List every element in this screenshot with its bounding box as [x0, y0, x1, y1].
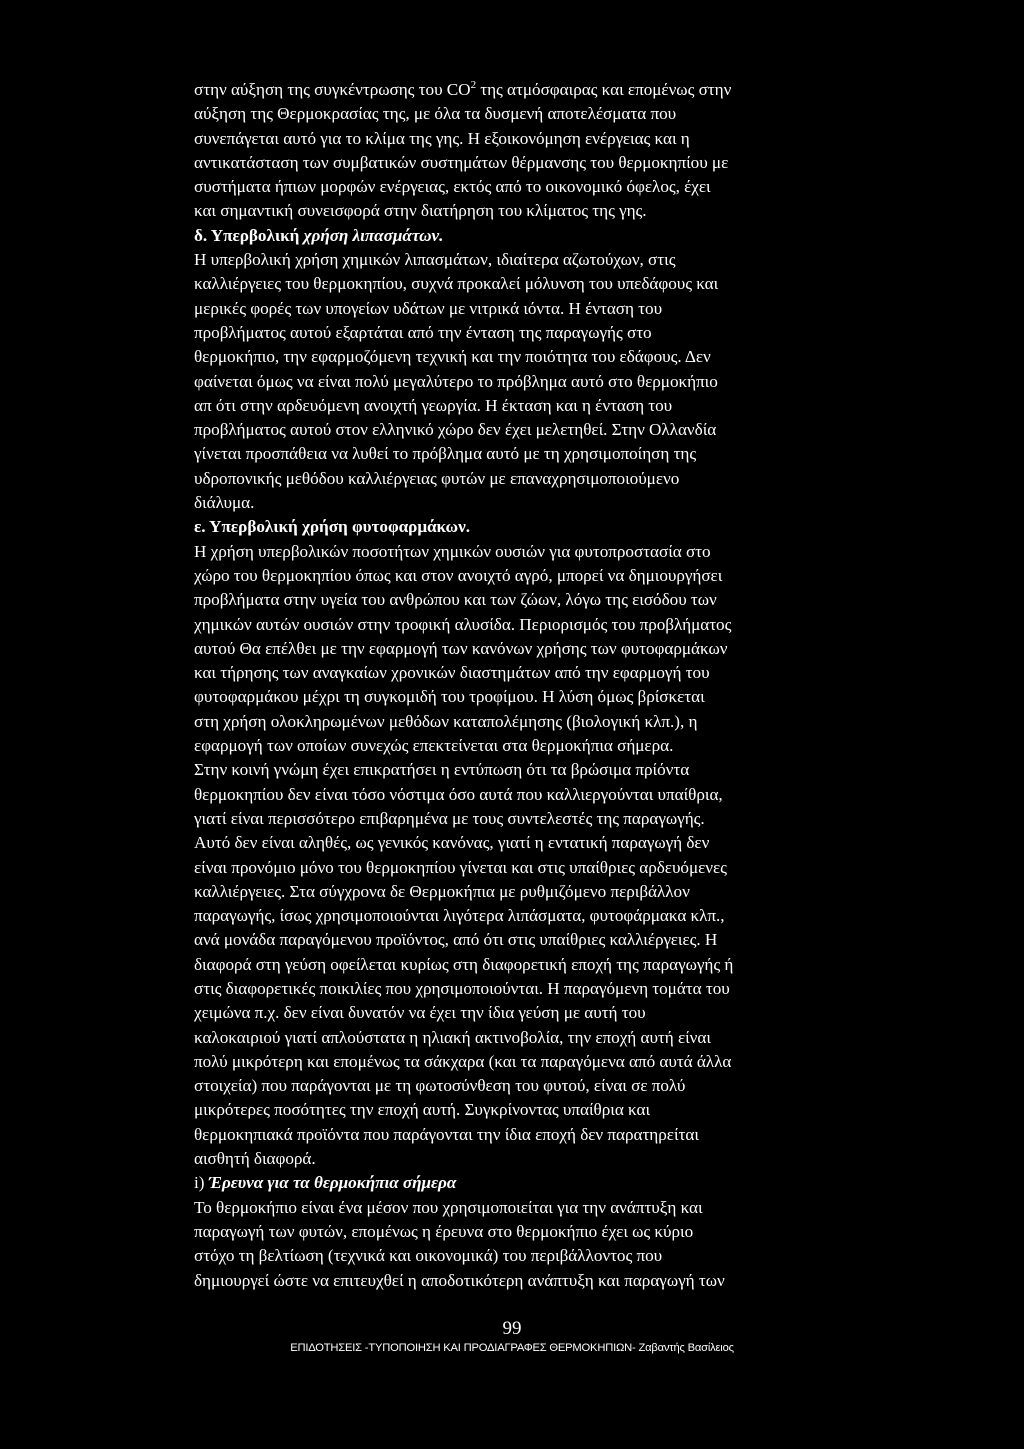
- section-heading-e: ε. Υπερβολική χρήση φυτοφαρμάκων.: [194, 517, 470, 537]
- text-line: είναι προνόμιο μόνο του θερμοκηπίου γίνεται και στις υπαίθριες αρδευόμενες: [194, 857, 727, 877]
- text-line: παραγωγή των φυτών, επομένως η έρευνα στο θερμοκήπιο έχει ως κύριο: [194, 1221, 694, 1241]
- subscript-superscript-2: 2: [470, 79, 477, 91]
- text-line: ανά μονάδα παραγόμενου προϊόντος, από ότι στις υπαίθριες καλλιέργειες. Η: [194, 930, 718, 950]
- text-line: καλλιέργειες του θερμοκηπίου, συχνά προκαλεί μόλυνση του υπεδάφους και: [194, 274, 719, 294]
- text-line: προβλήματος αυτού στον ελληνικό χώρο δεν έχει μελετηθεί. Στην Ολλανδία: [194, 420, 717, 440]
- text-line: θερμοκήπιο, την εφαρμοζόμενη τεχνική και την ποιότητα του εδάφους. Δεν: [194, 347, 711, 367]
- section-i-paragraph: [194, 1196, 884, 1293]
- heading-label: δ. Υπερβολική: [194, 225, 304, 245]
- section-heading-i: [194, 1171, 884, 1195]
- text-line: υδροπονικής μεθόδου καλλιέργειας φυτών με επαναχρησιμοποιούμενο: [194, 468, 680, 488]
- document-body: [194, 78, 884, 1293]
- text-line: προβλήματος αυτού εξαρτάται από την ένταση της παραγωγής στο: [194, 322, 652, 342]
- text-line: χημικών αυτών ουσιών στην τροφική αλυσίδα. Περιορισμός του προβλήματος: [194, 614, 732, 634]
- text-line: συστήματα ήπιων μορφών ενέργειας, εκτός από το οικονομικό όφελος, έχει: [194, 177, 711, 197]
- text-line: μερικές φορές των υπογείων υδάτων με νιτρικά ιόντα. Η ένταση του: [194, 298, 663, 318]
- text-line: [194, 78, 884, 102]
- heading-label: i): [194, 1173, 209, 1193]
- text-line: καλλιέργειες. Στα σύγχρονα δε Θερμοκήπια με ρυθμιζόμενο περιβάλλον: [194, 881, 690, 901]
- page-number: 99: [502, 1318, 522, 1339]
- text-line: διαφορά στη γεύση οφείλεται κυρίως στη διαφορετική εποχή της παραγωγής ή: [194, 954, 734, 974]
- text-line: αντικατάσταση των συμβατικών συστημάτων θέρμανσης του θερμοκηπίου με: [194, 152, 729, 172]
- text-line: Αυτό δεν είναι αληθές, ως γενικός κανόνας, γιατί η εντατική παραγωγή δεν: [194, 833, 710, 853]
- text-line-start: στην αύξηση της συγκέντρωσης του CO: [194, 80, 471, 99]
- section-e-paragraph: [194, 540, 884, 1172]
- running-footer: ΕΠΙΔΟΤΗΣΕΙΣ -ΤΥΠΟΠΟΙΗΣΗ ΚΑΙ ΠΡΟΔΙΑΓΡΑΦΕΣ ΘΕΡΜΟΚΗΠΙΩΝ- Ζαβαντής Βασίλειος: [290, 1342, 734, 1354]
- text-line: απ ότι στην αρδευόμενη ανοιχτή γεωργία. Η έκταση και η ένταση του: [194, 395, 673, 415]
- text-line: και σημαντική συνεισφορά στην διατήρηση του κλίματος της γης.: [194, 201, 647, 221]
- heading-italic: Έρευνα για τα θερμοκήπια σήμερα: [208, 1173, 457, 1193]
- text-line: διάλυμα.: [194, 493, 255, 513]
- heading-italic: χρήση λιπασμάτων.: [303, 225, 444, 245]
- text-line: προβλήματα στην υγεία του ανθρώπου και των ζώων, λόγω της εισόδου των: [194, 590, 717, 610]
- text-line: χειμώνα π.χ. δεν είναι δυνατόν να έχει την ίδια γεύση με αυτή του: [194, 1003, 646, 1023]
- text-line: αύξηση της Θερμοκρασίας της, με όλα τα δυσμενή αποτελέσματα που: [194, 104, 677, 124]
- text-line: αυτού Θα επέλθει με την εφαρμογή των κανόνων χρήσης των φυτοφαρμάκων: [194, 638, 728, 658]
- section-d-paragraph: [194, 248, 884, 515]
- text-line: και τήρησης των αναγκαίων χρονικών διαστημάτων από την εφαρμογή του: [194, 663, 710, 683]
- text-line: πολύ μικρότερη και επομένως τα σάκχαρα (και τα παραγόμενα από αυτά άλλα: [194, 1051, 732, 1071]
- text-line: στη χρήση ολοκληρωμένων μεθόδων καταπολέμησης (βιολογική κλπ.), η: [194, 711, 698, 731]
- text-line: δημιουργεί ώστε να επιτευχθεί η αποδοτικότερη ανάπτυξη και παραγωγή των: [194, 1270, 725, 1290]
- text-line-end: της ατμόσφαιρας και επομένως στην: [476, 80, 732, 99]
- text-line: Στην κοινή γνώμη έχει επικρατήσει η εντύπωση ότι τα βρώσιμα πρίόντα: [194, 760, 690, 780]
- text-line: μικρότερες ποσότητες την εποχή αυτή. Συγκρίνοντας υπαίθρια και: [194, 1100, 651, 1120]
- text-line: Η χρήση υπερβολικών ποσοτήτων χημικών ουσιών για φυτοπροστασία στο: [194, 541, 711, 561]
- text-line: εφαρμογή των οποίων συνεχώς επεκτείνεται στα θερμοκήπια σήμερα.: [194, 736, 674, 756]
- text-line: καλοκαιριού γιατί απλούστατα η ηλιακή ακτινοβολία, την εποχή αυτή είναι: [194, 1027, 711, 1047]
- text-line: θερμοκηπίου δεν είναι τόσο νόστιμα όσο αυτά που καλλιεργούνται υπαίθρια,: [194, 784, 723, 804]
- text-line: συνεπάγεται αυτό για το κλίμα της γης. Η εξοικονόμηση ενέργειας και η: [194, 128, 690, 148]
- text-line: στόχο τη βελτίωση (τεχνικά και οικονομικά) του περιβάλλοντος που: [194, 1246, 663, 1266]
- text-line: στις διαφορετικές ποικιλίες που χρησιμοποιούνται. Η παραγόμενη τομάτα του: [194, 978, 730, 998]
- text-line: φυτοφαρμάκου μέχρι τη συγκομιδή του τροφίμου. Η λύση όμως βρίσκεται: [194, 687, 705, 707]
- text-line: γίνεται προσπάθεια να λυθεί το πρόβλημα αυτό με τη χρησιμοποίηση της: [194, 444, 697, 464]
- text-line: Το θερμοκήπιο είναι ένα μέσον που χρησιμοποιείται για την ανάπτυξη και: [194, 1197, 703, 1217]
- text-line: χώρο του θερμοκηπίου όπως και στον ανοιχτό αγρό, μπορεί να δημιουργήσει: [194, 565, 723, 585]
- section-heading-d: [194, 224, 884, 248]
- text-line: γιατί είναι περισσότερο επιβαρημένα με τους συντελεστές της παραγωγής.: [194, 808, 705, 828]
- text-line: φαίνεται όμως να είναι πολύ μεγαλύτερο το πρόβλημα αυτό στο θερμοκήπιο: [194, 371, 718, 391]
- text-line: Η υπερβολική χρήση χημικών λιπασμάτων, ιδιαίτερα αζωτούχων, στις: [194, 250, 676, 270]
- text-line: θερμοκηπιακά προϊόντα που παράγονται την ίδια εποχή δεν παρατηρείται: [194, 1124, 699, 1144]
- text-line: αισθητή διαφορά.: [194, 1149, 316, 1169]
- text-line: στοιχεία) που παράγονται με τη φωτοσύνθεση του φυτού, είναι σε πολύ: [194, 1076, 686, 1096]
- text-line: παραγωγής, ίσως χρησιμοποιούνται λιγότερα λιπάσματα, φυτοφάρμακα κλπ.,: [194, 906, 725, 926]
